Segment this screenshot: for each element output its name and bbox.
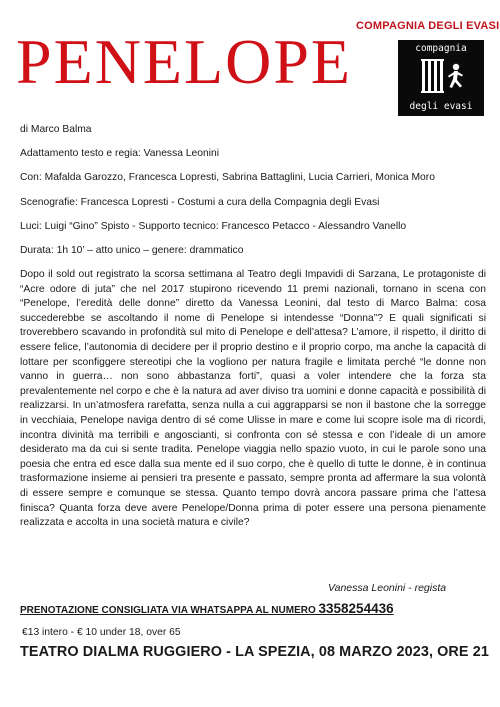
- logo-top-text: compagnia: [415, 43, 467, 54]
- page-title: PENELOPE: [16, 26, 352, 97]
- venue-date-line: TEATRO DIALMA RUGGIERO - LA SPEZIA, 08 MARZO 2023, ORE 21: [20, 644, 489, 660]
- adaptation-line: Adattamento testo e regia: Vanessa Leonini: [20, 148, 220, 160]
- company-name: COMPAGNIA DEGLI EVASI: [356, 20, 500, 32]
- credits-block: [20, 124, 480, 269]
- cast-line: Con: Mafalda Garozzo, Francesca Lopresti, Sabrina Battaglini, Lucia Carrieri, Monica Moro: [20, 172, 435, 184]
- prices-line: €13 intero - € 10 under 18, over 65: [22, 627, 181, 638]
- company-logo: [398, 40, 484, 116]
- set-design-line: Scenografie: Francesca Lopresti - Costumi a cura della Compagnia degli Evasi: [20, 196, 380, 208]
- director-signature: Vanessa Leonini - regista: [328, 582, 447, 594]
- author-line: di Marco Balma: [20, 124, 92, 135]
- description-paragraph: Dopo il sold out registrato la scorsa settimana al Teatro degli Impavidi di Sarzana, Le protagoniste di “Acre odore di juta” che nel 2017 stupirono ricevendo 11 premi nazionali, tornano in scena con “Penelope, l’eredità delle donne” diretto da Vanessa Leonini, dal testo di Marco Balma: cosa succederebbe se ascoltando il nome di Penelope si intendesse “Donna”? E quali significati si troverebbero scavando in profondità sul mito di Penelope e dell’attesa? L’amore, il rispetto, il diritto di essere felice, l’autonomia di decidere per il proprio destino e il proprio corpo, ma anche la capacità di lottare per sconfiggere stereotipi che la vogliono per natura fragile e limitata perché “le donne non vanno in guerra… non sono abbastanza forti”, quasi a voler intendere che la forza sta prevalentemente nel corpo e che è la natura ad aver diviso tra uomini e donne capacità e possibilità di realizzarsi. In un’atmosfera rarefatta, senza nulla a cui aggrapparsi se non il bastone che la sorregge in vecchiaia, Penelope naviga dentro di sé come Ulisse in mare e come lui scopre isole ma di ricordi, incontra divinità ma terribili e angoscianti, si confronta con sé stessa e con l’ideale di un amore desiderato ma da cui si sente tradita. Penelope viaggia nello spazio vuoto, in cui le parole sono una poesia che entra ed esce dalla sua mente ed il suo corpo, che è quello di tutte le donne, è in continua trasformazione insieme ai pensieri tra presente e passato, sempre pronta ad affermare la sua volontà di essere sempre e comunque se stessa. Quanto tempo dovrà ancora passare prima che l’attesa finisca? Quanta forza deve avere Penelope/Donna prima di poter essere una persona pienamente realizzata e accolta in una società matura e civile?: [20, 269, 486, 529]
- booking-line: [20, 601, 394, 616]
- jailbreak-runner-icon: [420, 58, 466, 96]
- logo-bottom-text: degli evasi: [409, 101, 473, 112]
- booking-label: PRENOTAZIONE CONSIGLIATA VIA WHATSAPPA AL NUMERO: [20, 605, 319, 616]
- duration-line: Durata: 1h 10’ – atto unico – genere: drammatico: [20, 244, 244, 256]
- lights-line: Luci: Luigi “Gino” Spisto - Supporto tecnico: Francesco Petacco - Alessandro Vanello: [20, 220, 407, 232]
- booking-phone[interactable]: 3358254436: [318, 601, 394, 616]
